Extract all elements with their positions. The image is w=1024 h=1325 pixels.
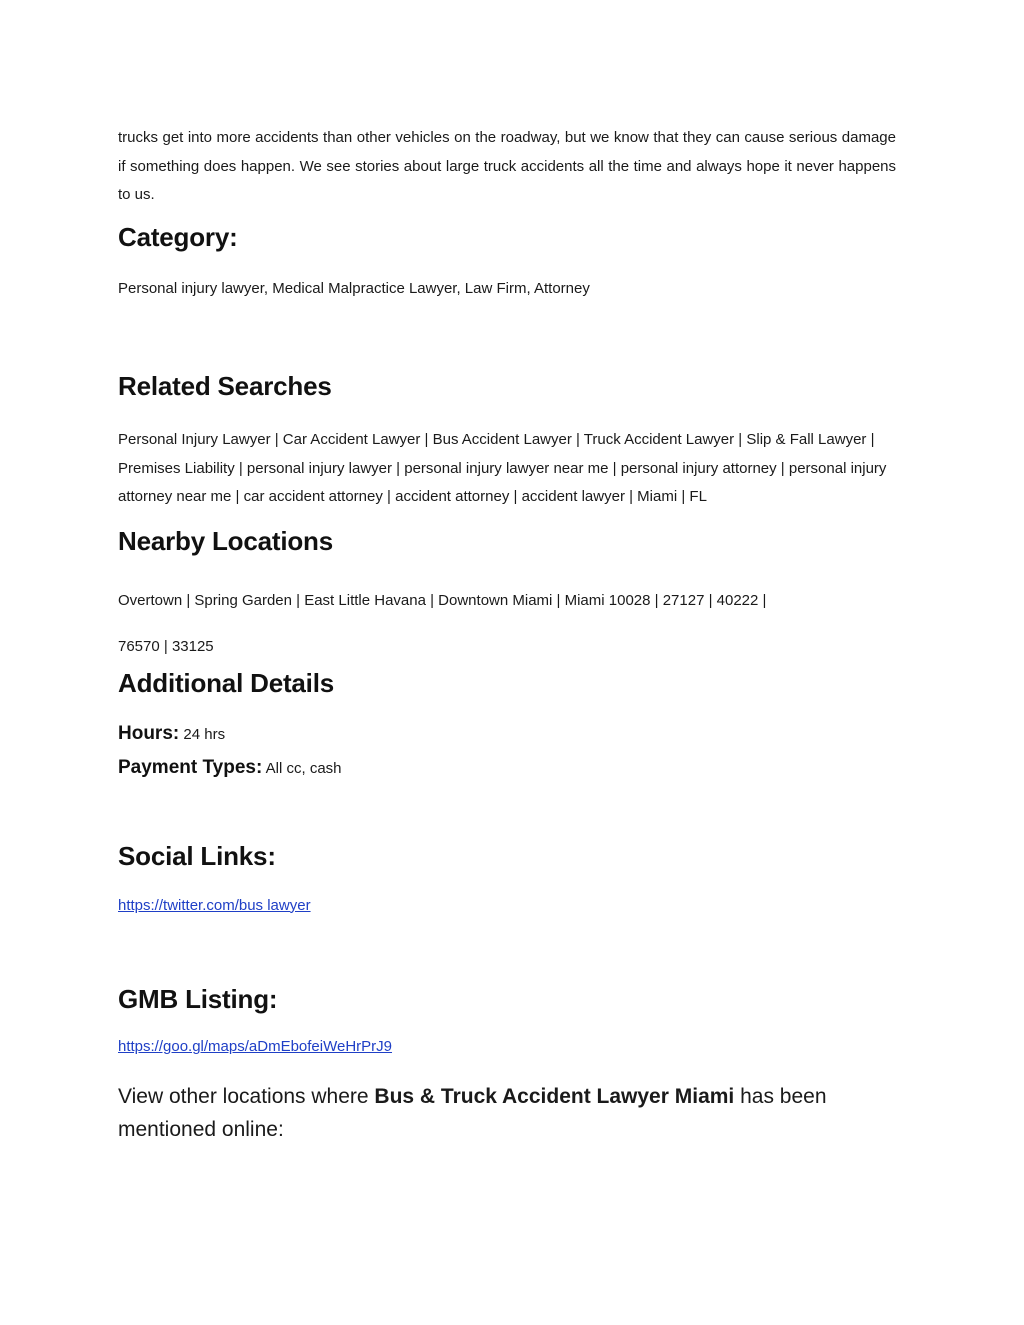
additional-details-heading: Additional Details xyxy=(118,667,334,698)
hours-label: Hours: xyxy=(118,722,180,744)
gmb-maps-link[interactable]: https://goo.gl/maps/aDmEbofeiWeHrPrJ9 xyxy=(118,1038,393,1055)
gmb-listing-heading: GMB Listing: xyxy=(118,984,278,1014)
related-searches-heading: Related Searches xyxy=(118,371,332,401)
nearby-locations-line-1: Overtown | Spring Garden | East Little Havana | Downtown Miami | Miami 10028 | 27127 | 40222 | xyxy=(118,591,767,609)
hours-value: 24 hrs xyxy=(183,725,226,743)
mention-paragraph xyxy=(118,1080,896,1146)
related-searches-text: Personal Injury Lawyer | Car Accident Lawyer | Bus Accident Lawyer | Truck Accident Lawyer | Slip & Fall Lawyer | Premises Liability | personal injury lawyer | personal injury lawyer near me | personal injury attorney | personal injury attorney near me | car accident attorney | accident attorney | accident lawyer | Miami | FL xyxy=(118,431,887,505)
nearby-locations-heading: Nearby Locations xyxy=(118,525,333,556)
business-name: Bus & Truck Accident Lawyer Miami xyxy=(374,1084,735,1108)
mention-prefix: View other locations where xyxy=(118,1084,375,1108)
payment-types-line xyxy=(118,757,896,779)
mention-suffix: has been mentioned online: xyxy=(118,1084,827,1141)
category-heading: Category: xyxy=(118,221,238,252)
nearby-locations-line-2: 76570 | 33125 xyxy=(118,638,214,655)
payment-types-label: Payment Types: xyxy=(118,756,263,778)
social-link-line xyxy=(118,892,896,921)
payment-types-value: All cc, cash xyxy=(265,759,342,777)
social-links-heading: Social Links: xyxy=(118,840,276,871)
twitter-link[interactable]: https://twitter.com/bus lawyer xyxy=(118,896,311,914)
gmb-link-line xyxy=(118,1033,896,1062)
document-page xyxy=(118,124,896,1146)
category-text: Personal injury lawyer, Medical Malpractice Lawyer, Law Firm, Attorney xyxy=(118,279,590,297)
hours-line xyxy=(118,723,896,745)
intro-paragraph: trucks get into more accidents than other vehicles on the roadway, but we know that they can cause serious damage if something does happen. We see stories about large truck accidents all the time and always hope it never happens to us. xyxy=(118,129,896,203)
